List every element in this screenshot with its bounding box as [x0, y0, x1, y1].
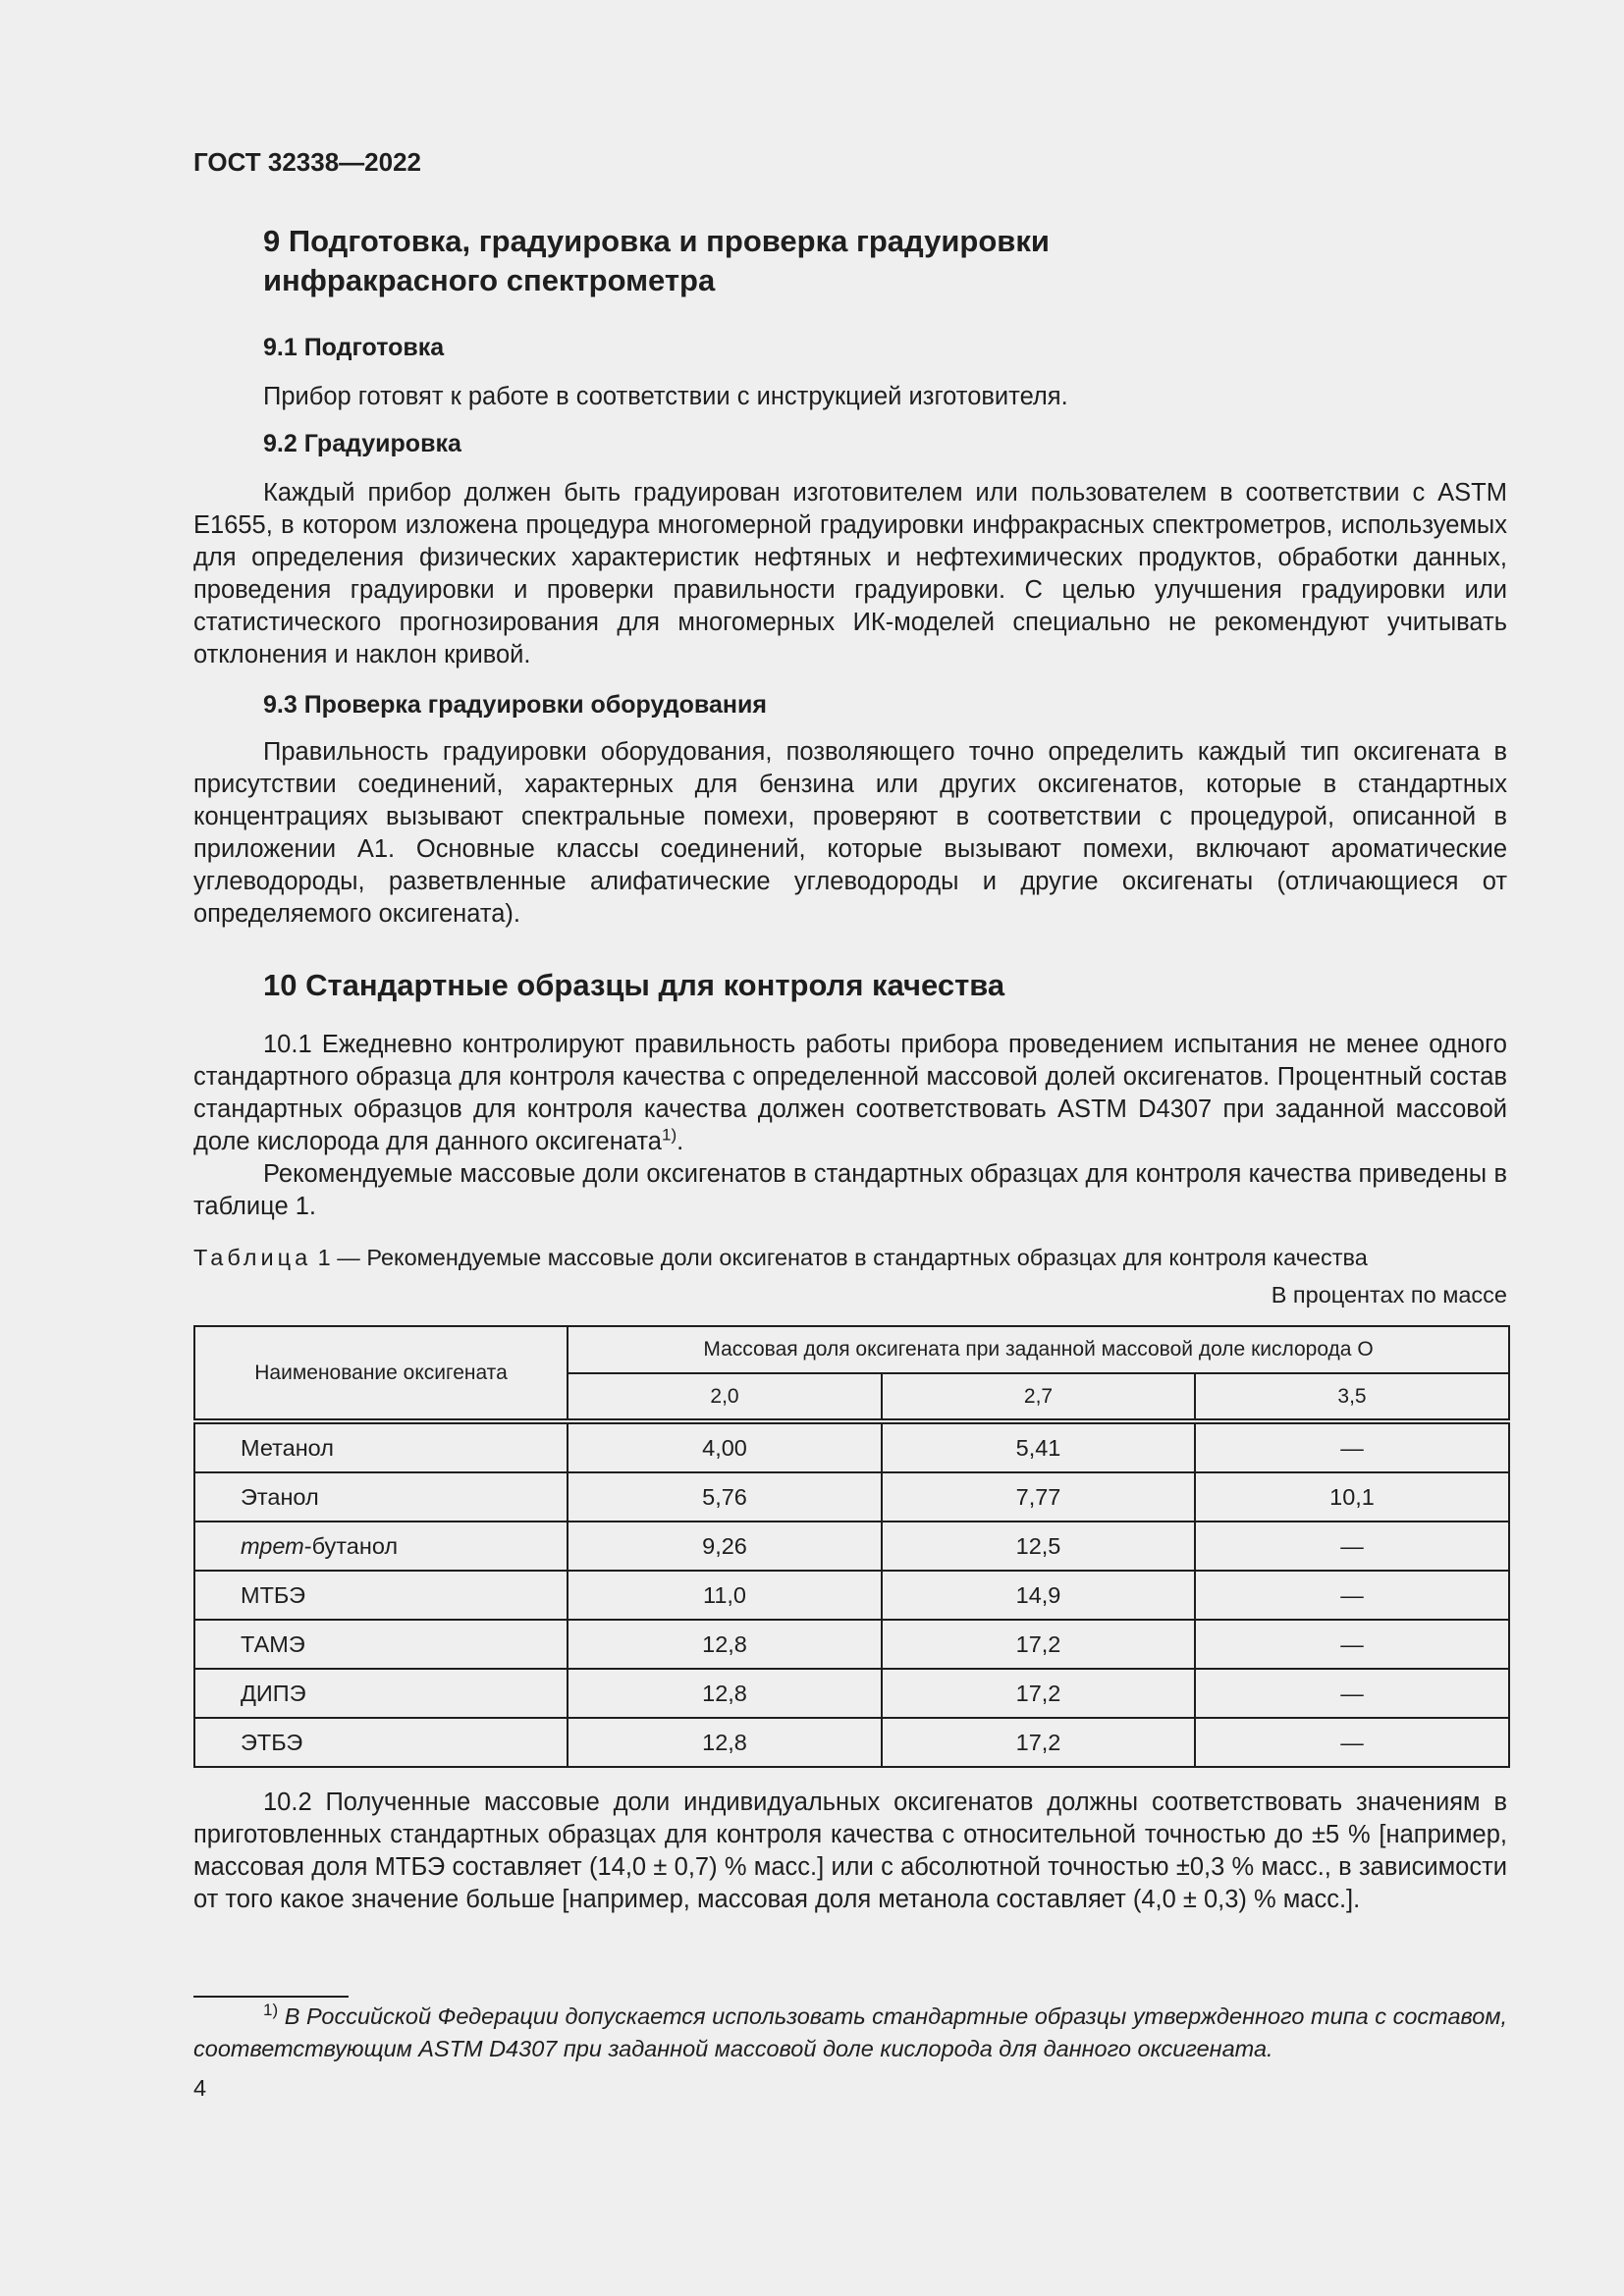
- row-name: Этанол: [194, 1472, 568, 1522]
- row-value: 10,1: [1195, 1472, 1509, 1522]
- table-caption: [193, 1245, 1368, 1271]
- row-value: —: [1195, 1669, 1509, 1718]
- row-value: 12,8: [568, 1620, 882, 1669]
- section-9-3-title: 9.3 Проверка градуировки оборудования: [263, 691, 767, 719]
- row-value: 12,8: [568, 1718, 882, 1767]
- table-caption-rest: 1 — Рекомендуемые массовые доли оксигенатов в стандартных образцах для контроля качества: [311, 1245, 1368, 1270]
- row-value: 11,0: [568, 1571, 882, 1620]
- table-row: [194, 1669, 1509, 1718]
- header-group: Массовая доля оксигената при заданной массовой доле кислорода О: [568, 1326, 1509, 1373]
- row-value: 17,2: [882, 1669, 1195, 1718]
- row-value: 12,8: [568, 1669, 882, 1718]
- row-name: [194, 1522, 568, 1571]
- row-value: —: [1195, 1571, 1509, 1620]
- section-10-2-text: 10.2 Полученные массовые доли индивидуальных оксигенатов должны соответствовать значениям в приготовленных стандартных образцах для контроля качества с относительной точностью до ±5 % [например, массовая доля МТБЭ составляет (14,0 ± 0,7) % масс.] или с абсолютной точностью ±0,3 % масс., в зависимости от того какое значение больше [например, массовая доля метанола составляет (4,0 ± 0,3) % масс.].: [193, 1789, 1507, 1913]
- row-name: МТБЭ: [194, 1571, 568, 1620]
- table-units: В процентах по массе: [1271, 1282, 1507, 1308]
- row-value: 12,5: [882, 1522, 1195, 1571]
- section-9-2-text: Каждый прибор должен быть градуирован изготовителем или пользователем в соответствии с ASTM E1655, в котором изложена процедура многомерной градуировки инфракрасных спектрометров, используемых для определения физических характеристик нефтяных и нефтехимических продуктов, обработки данных, проведения градуировки и проверки правильности градуировки. С целью улучшения градуировки или статистического прогнозирования для многомерных ИК-моделей специально не рекомендуют учитывать отклонения и наклон кривой.: [193, 479, 1507, 668]
- row-name: ДИПЭ: [194, 1669, 568, 1718]
- row-value: —: [1195, 1421, 1509, 1472]
- table-row: [194, 1718, 1509, 1767]
- section-9-1-text: Прибор готовят к работе в соответствии с инструкцией изготовителя.: [263, 383, 1068, 410]
- header-col-2-0: 2,0: [568, 1373, 882, 1421]
- section-10-1-body: 10.1 Ежедневно контролируют правильность работы прибора проведением испытания не менее одного стандартного образца для контроля качества с определенной массовой долей оксигенатов. Процентный состав стандартных образцов для контроля качества должен соответствовать ASTM D4307 при заданной массовой доле кислорода для данного оксигената: [193, 1031, 1507, 1155]
- row-name-italic: трет: [241, 1532, 304, 1559]
- row-value: —: [1195, 1522, 1509, 1571]
- section-10-title: 10 Стандартные образцы для контроля качества: [263, 968, 1005, 1002]
- footnote-marker: 1): [263, 2001, 279, 2020]
- page-number: 4: [193, 2075, 207, 2101]
- section-10-1-tail: .: [677, 1128, 684, 1155]
- footnote-text: В Российской Федерации допускается использовать стандартные образцы утвержденного типа с составом, соответствующим ASTM D4307 при заданной массовой доле кислорода для данного оксигената.: [193, 2003, 1507, 2061]
- header-col-2-7: 2,7: [882, 1373, 1195, 1421]
- row-value: 5,41: [882, 1421, 1195, 1472]
- table-row: [194, 1571, 1509, 1620]
- table-row: [194, 1522, 1509, 1571]
- header-name: Наименование оксигената: [194, 1326, 568, 1421]
- row-value: 5,76: [568, 1472, 882, 1522]
- table-caption-lead: Таблица: [193, 1245, 312, 1270]
- row-value: 17,2: [882, 1718, 1195, 1767]
- document-code: ГОСТ 32338—2022: [193, 147, 421, 177]
- row-value: —: [1195, 1718, 1509, 1767]
- oxygenates-table: [193, 1325, 1510, 1768]
- footnote-divider: [193, 1996, 349, 1998]
- table-row: [194, 1421, 1509, 1472]
- header-col-3-5: 3,5: [1195, 1373, 1509, 1421]
- section-9-3-text: Правильность градуировки оборудования, позволяющего точно определить каждый тип оксигената в присутствии соединений, характерных для бензина или других оксигенатов, которые в стандартных концентрациях вызывают спектральные помехи, проверяют в соответствии с процедурой, описанной в приложении А1. Основные классы соединений, которые вызывают помехи, включают ароматические углеводороды, разветвленные алифатические углеводороды и другие оксигенаты (отличающиеся от определяемого оксигената).: [193, 738, 1507, 928]
- row-value: 14,9: [882, 1571, 1195, 1620]
- section-9-2-title: 9.2 Градуировка: [263, 430, 461, 457]
- section-9-title: [263, 222, 1050, 300]
- section-9-title-line2: инфракрасного спектрометра: [263, 263, 716, 297]
- row-value: 7,77: [882, 1472, 1195, 1522]
- row-value: 17,2: [882, 1620, 1195, 1669]
- section-10-1-text2: Рекомендуемые массовые доли оксигенатов в стандартных образцах для контроля качества приведены в таблице 1.: [193, 1160, 1507, 1220]
- row-name: Метанол: [194, 1421, 568, 1472]
- row-name: ЭТБЭ: [194, 1718, 568, 1767]
- row-value: 9,26: [568, 1522, 882, 1571]
- row-name-rest: -бутанол: [303, 1532, 399, 1559]
- table-row: [194, 1472, 1509, 1522]
- row-value: —: [1195, 1620, 1509, 1669]
- section-9-1-title: 9.1 Подготовка: [263, 334, 445, 361]
- footnote-ref: 1): [661, 1125, 677, 1145]
- section-9-title-line1: 9 Подготовка, градуировка и проверка градуировки: [263, 224, 1050, 258]
- row-value: 4,00: [568, 1421, 882, 1472]
- footnote: [193, 2001, 1507, 2065]
- table-row: [194, 1620, 1509, 1669]
- row-name: ТАМЭ: [194, 1620, 568, 1669]
- section-10-1-text: [193, 1029, 1507, 1158]
